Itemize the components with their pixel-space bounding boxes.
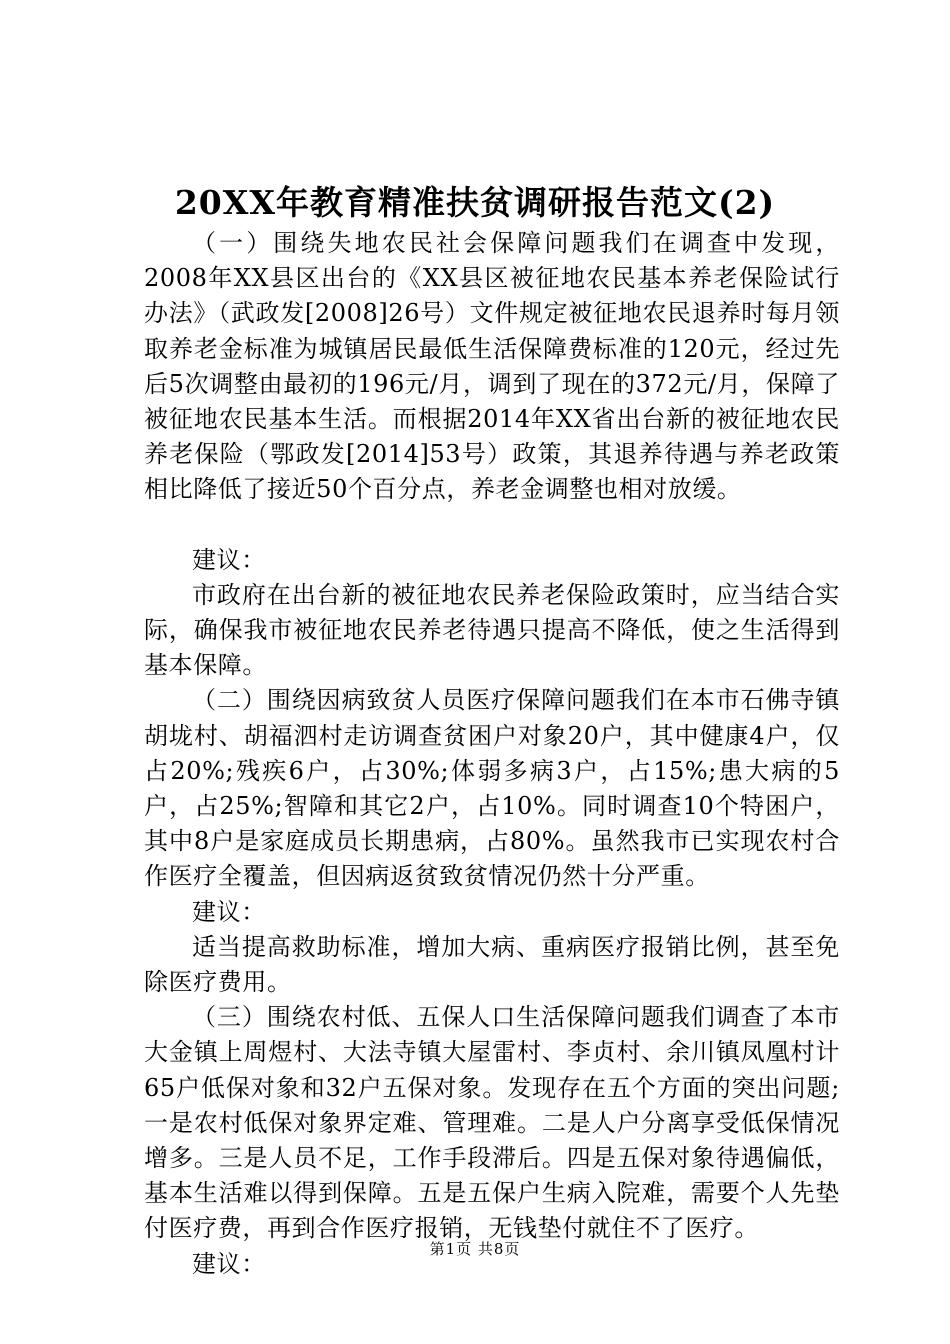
paragraph-gap	[144, 508, 840, 543]
suggestion-heading-1: 建议：	[192, 545, 266, 574]
paragraph-land-loss-insurance: （一）围绕失地农民社会保障问题我们在调查中发现，2008年XX县区出台的《XX县区被征地农民基本养老保险试行办法》（武政发[2008]26号）文件规定被征地农民退养时每月领取养老金标准为城镇居民最低生活保障费标准的120元，经过先后5次调整由最初的196元/月，调到了现在的372元/月，保障了被征地农民基本生活。而根据2014年XX省出台新的被征地农民养老保险（鄂政发[2014]53号）政策，其退养待遇与养老政策相比降低了接近50个百分点，养老金调整也相对放缓。	[144, 229, 840, 504]
page-number: 第1页 共8页	[429, 1240, 521, 1258]
document-title: 20XX年教育精准扶贫调研报告范文(2)	[174, 183, 776, 222]
suggestion-heading-3: 建议：	[192, 1249, 266, 1278]
paragraph-rural-welfare: （三）围绕农村低、五保人口生活保障问题我们调查了本市大金镇上周煜村、大法寺镇大屋雷村、李贞村、余川镇凤凰村计65户低保对象和32户五保对象。发现存在五个方面的突出问题;一是农村低保对象界定难、管理难。二是人户分离享受低保情况增多。三是人员不足，工作手段滞后。四是五保对象待遇偏低，基本生活难以得到保障。五是五保户生病入院难，需要个人先垫付医疗费，再到合作医疗报销，无钱垫付就住不了医疗。	[144, 1003, 840, 1243]
document-body	[144, 226, 840, 1282]
suggestion-text-1: 市政府在出台新的被征地农民养老保险政策时，应当结合实际，确保我市被征地农民养老待遇只提高不降低，使之生活得到基本保障。	[144, 580, 840, 680]
suggestion-heading-2: 建议：	[192, 897, 266, 926]
paragraph-illness-poverty: （二）围绕因病致贫人员医疗保障问题我们在本市石佛寺镇胡垅村、胡福泗村走访调查贫困户对象20户，其中健康4户，仅占20%;残疾6户，占30%;体弱多病3户，占15%;患大病的5户，占25%;智障和其它2户，占10%。同时调查10个特困户，其中8户是家庭成员长期患病，占80%。虽然我市已实现农村合作医疗全覆盖，但因病返贫致贫情况仍然十分严重。	[144, 686, 840, 891]
suggestion-text-2: 适当提高救助标准，增加大病、重病医疗报销比例，甚至免除医疗费用。	[144, 932, 840, 997]
